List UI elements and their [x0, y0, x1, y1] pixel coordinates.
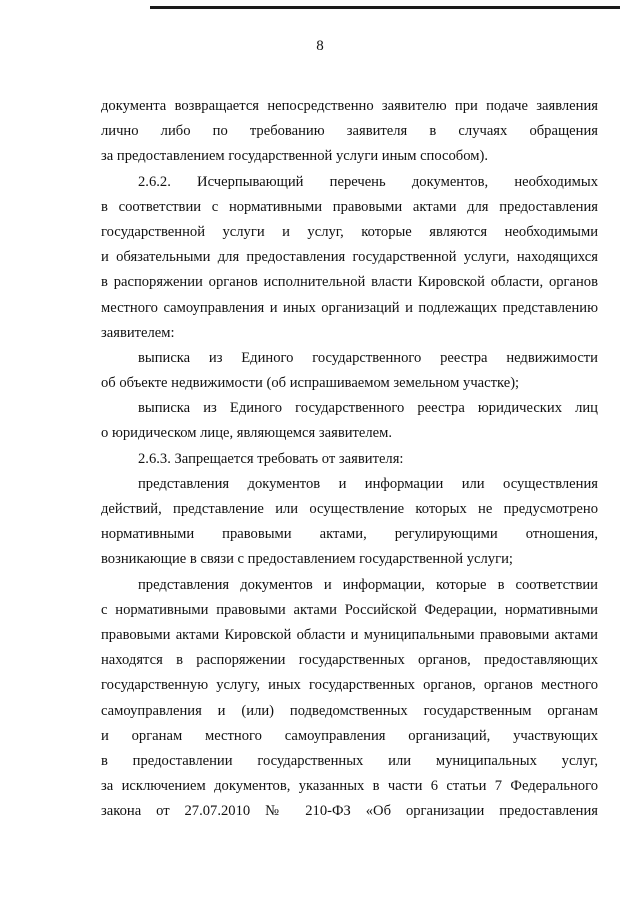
text-line: и органам местного самоуправления организаций, участвующих — [101, 727, 598, 744]
text-line: действий, представление или осуществление которых не предусмотрено — [101, 501, 598, 517]
text-line: лично либо по требованию заявителя в случаях обращения — [101, 123, 598, 140]
text-line: закона от 27.07.2010 № 210-ФЗ «Об организации предоставления — [101, 803, 598, 820]
text-line: документа возвращается непосредственно заявителю при подаче заявления — [101, 98, 598, 114]
text-line: представления документов и информации или осуществления — [138, 475, 598, 492]
text-line: 2.6.2. Исчерпывающий перечень документов, необходимых — [138, 173, 598, 190]
text-line: выписка из Единого государственного реестра юридических лиц — [138, 400, 598, 417]
text-line: о юридическом лице, являющемся заявителем. — [101, 425, 393, 442]
text-line: за предоставлением государственной услуги иным способом). — [101, 148, 488, 165]
text-line: нормативными правовыми актами, регулирующими отношения, — [101, 526, 598, 543]
text-line: представления документов и информации, которые в соответствии — [138, 576, 598, 593]
text-line: в соответствии с нормативными правовыми актами для предоставления — [101, 198, 598, 215]
text-line: в распоряжении органов исполнительной власти Кировской области, органов — [101, 274, 598, 291]
text-line: местного самоуправления и иных организаций и подлежащих представлению — [101, 299, 598, 316]
page-number: 8 — [316, 38, 324, 54]
text-line: находятся в распоряжении государственных органов, предоставляющих — [101, 652, 598, 669]
text-line: в предоставлении государственных или муниципальных услуг, — [101, 752, 598, 769]
text-line: выписка из Единого государственного реестра недвижимости — [138, 349, 598, 366]
document-body — [101, 94, 598, 824]
text-line: государственную услугу, иных государственных органов, органов местного — [101, 677, 598, 694]
text-line: самоуправления и (или) подведомственных государственным органам — [101, 702, 598, 719]
text-line: об объекте недвижимости (об испрашиваемом земельном участке); — [101, 375, 520, 392]
top-border-rule — [150, 6, 620, 9]
text-line: заявителем: — [101, 324, 175, 341]
text-line: и обязательными для предоставления государственной услуги, находящихся — [101, 249, 598, 266]
text-line: возникающие в связи с предоставлением государственной услуги; — [101, 551, 513, 568]
text-line: с нормативными правовыми актами Российской Федерации, нормативными — [101, 601, 598, 618]
text-line: 2.6.3. Запрещается требовать от заявителя: — [138, 450, 404, 467]
text-line: за исключением документов, указанных в части 6 статьи 7 Федерального — [101, 778, 598, 795]
text-line: правовыми актами Кировской области и муниципальными правовыми актами — [101, 626, 598, 643]
text-line: государственной услуги и услуг, которые являются необходимыми — [101, 223, 598, 240]
